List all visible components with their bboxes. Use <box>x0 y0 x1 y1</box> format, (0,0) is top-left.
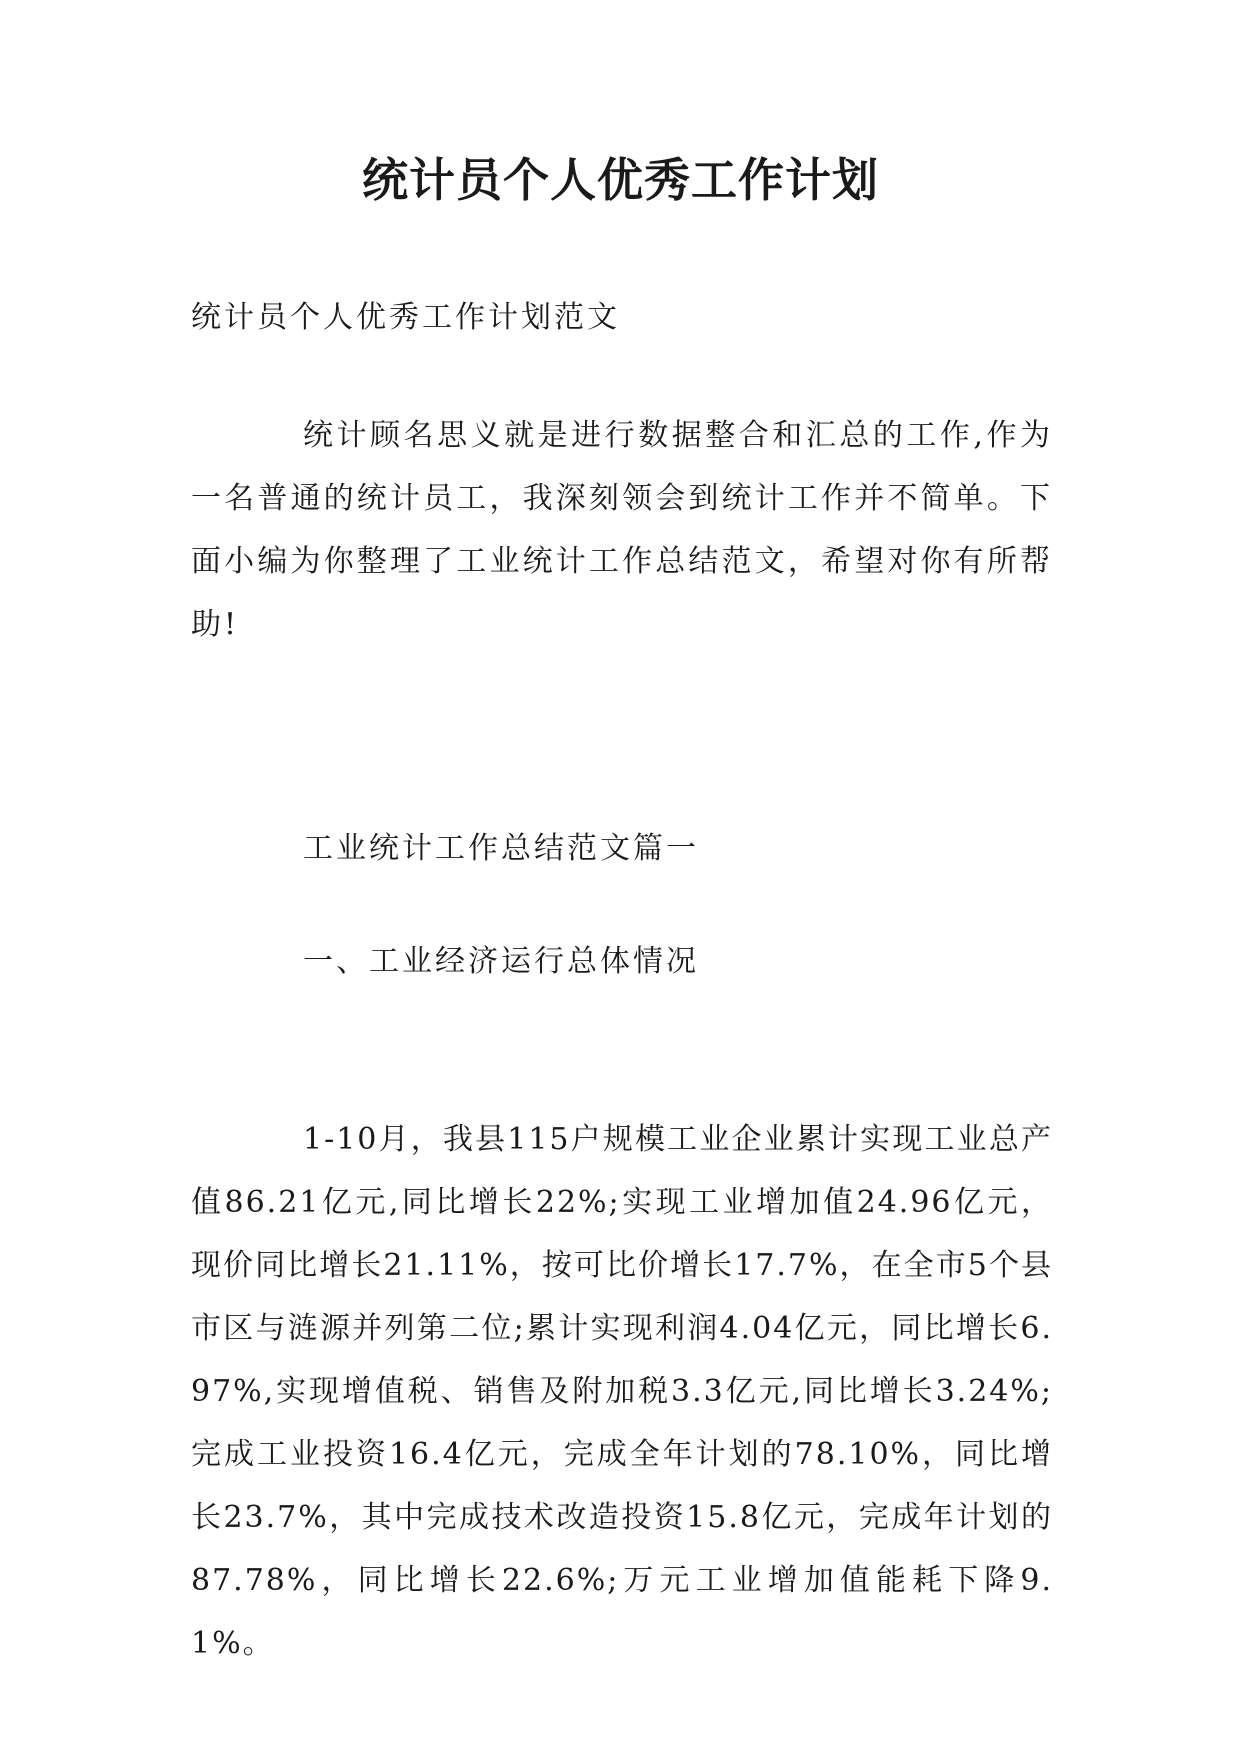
document-subtitle: 统计员个人优秀工作计划范文 <box>191 300 620 335</box>
section-title: 工业统计工作总结范文篇一 <box>303 831 699 866</box>
intro-paragraph: 统计顾名思义就是进行数据整合和汇总的工作,作为一名普通的统计员工，我深刻领会到统计工作并不简单。下面小编为你整理了工业统计工作总结范文，希望对你有所帮助! <box>191 418 1053 642</box>
document-title: 统计员个人优秀工作计划 <box>362 153 879 207</box>
section-heading: 一、工业经济运行总体情况 <box>303 944 699 979</box>
body-paragraph: 1-10月，我县115户规模工业企业累计实现工业总产值86.21亿元,同比增长22%;实现工业增加值24.96亿元，现价同比增长21.11%，按可比价增长17.7%，在全市5个县市区与涟源并列第二位;累计实现利润4.04亿元，同比增长6.97%,实现增值税、销售及附加税3.3亿元,同比增长3.24%;完成工业投资16.4亿元，完成全年计划的78.10%，同比增长23.7%，其中完成技术改造投资15.8亿元，完成年计划的87.78%，同比增长22.6%;万元工业增加值能耗下降9.1%。 <box>191 1122 1053 1661</box>
